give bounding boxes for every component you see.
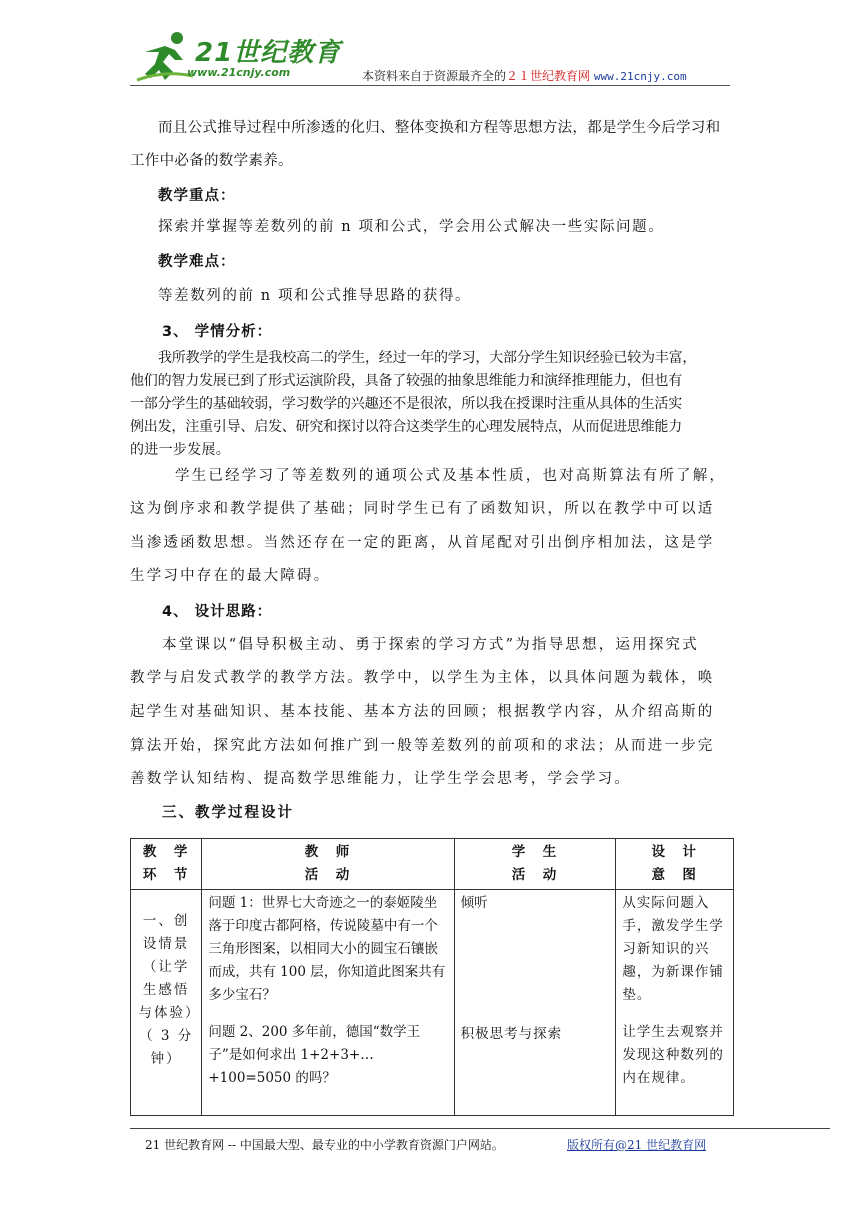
paragraph-line: 这为倒序求和教学提供了基础；同时学生已有了函数知识，所以在教学中可以适 xyxy=(130,501,715,517)
header-note xyxy=(362,67,687,84)
site-logo[interactable] xyxy=(135,30,345,85)
teacher-cell xyxy=(202,890,454,1116)
student-cell xyxy=(454,890,616,1116)
header-stage-l1: 教 学 xyxy=(142,844,190,860)
header-brand-link[interactable]: ２１世纪教育网 xyxy=(506,69,591,83)
paragraph-line: 本堂课以“倡导积极主动、勇于探索的学习方式”为指导思想，运用探究式 xyxy=(162,637,699,653)
intent-1: 从实际问题入手，激发学生学习新知识的兴趣，为新课作铺垫。 xyxy=(622,895,724,1003)
header-student-l2: 活 动 xyxy=(511,867,559,883)
running-figure-logo-icon xyxy=(135,30,195,85)
stage-cell: 一、创设情景（让学生感悟与体验）（ 3 分钟） xyxy=(131,890,202,1116)
header-stage xyxy=(131,839,202,890)
design-heading: 4、 设计思路： xyxy=(162,604,273,620)
focus-text: 探索并掌握等差数列的前 n 项和公式，学会用公式解决一些实际问题。 xyxy=(158,219,665,235)
paragraph-line: 而且公式推导过程中所渗透的化归、整体变换和方程等思想方法，都是学生今后学习和 xyxy=(158,120,721,136)
paragraph-line: 善数学认知结构、提高数学思维能力，让学生学会思考，学会学习。 xyxy=(130,771,631,787)
table-header-row xyxy=(131,839,734,890)
header-teacher-l2: 活 动 xyxy=(304,867,352,883)
paragraph-line: 他们的智力发展已到了形式运演阶段，具备了较强的抽象思维能力和演绎推理能力，但也有 xyxy=(130,373,682,389)
header-intent-l1: 设 计 xyxy=(651,844,698,860)
header-student xyxy=(454,839,616,890)
footer-text: 21 世纪教育网 -- 中国最大型、最专业的中小学教育资源门户网站。 xyxy=(145,1138,504,1152)
paragraph-line: 起学生对基础知识、基本技能、基本方法的回顾；根据教学内容，从介绍高斯的 xyxy=(130,704,715,720)
student-activity-1: 倾听 xyxy=(460,895,488,911)
header-teacher xyxy=(202,839,454,890)
intent-cell xyxy=(616,890,734,1116)
paragraph-line: 我所教学的学生是我校高二的学生，经过一年的学习，大部分学生知识经验已较为丰富， xyxy=(158,350,697,366)
paragraph-line: 的进一步发展。 xyxy=(130,442,231,458)
paragraph-line: 一部分学生的基础较弱，学习数学的兴趣还不是很浓，所以我在授课时注重从具体的生活实 xyxy=(130,396,682,412)
header-stage-l2: 环 节 xyxy=(142,867,190,883)
paragraph-line: 例出发，注重引导、启发、研究和探讨以符合这类学生的心理发展特点，从而促进思维能力 xyxy=(130,419,682,435)
difficulty-text: 等差数列的前 n 项和公式推导思路的获得。 xyxy=(158,288,472,304)
logo-url: www.21cnjy.com xyxy=(187,66,291,79)
student-activity-2: 积极思考与探索 xyxy=(460,1026,563,1042)
header-divider xyxy=(130,85,730,86)
question-1: 问题 1：世界七大奇迹之一的泰姬陵坐落于印度古都阿格，传说陵墓中有一个三角形图案，以相同大小的圆宝石镶嵌而成，共有 100 层，你知道此图案共有多少宝石？ xyxy=(208,895,446,1003)
process-heading: 三、教学过程设计 xyxy=(162,805,294,821)
paragraph-line: 学生已经学习了等差数列的通项公式及基本性质，也对高斯算法有所了解， xyxy=(175,468,727,484)
paragraph-line: 生学习中存在的最大障碍。 xyxy=(130,568,331,584)
header-url-link[interactable]: www.21cnjy.com xyxy=(593,70,687,83)
intent-2: 让学生去观察并发现这种数列的内在规律。 xyxy=(622,1024,724,1086)
paragraph-line: 教学与启发式教学的教学方法。教学中，以学生为主体，以具体问题为载体，唤 xyxy=(130,670,715,686)
paragraph-line: 算法开始，探究此方法如何推广到一般等差数列的前项和的求法；从而进一步完 xyxy=(130,738,715,754)
header-note-prefix: 本资料来自于资源最齐全的 xyxy=(362,69,507,83)
focus-heading: 教学重点： xyxy=(158,188,236,204)
question-2: 问题 2、200 多年前，德国“数学王子”是如何求出 1+2+3+…+100=5050 的吗？ xyxy=(208,1024,421,1086)
logo-title: 21世纪教育 xyxy=(195,38,342,68)
difficulty-heading: 教学难点： xyxy=(158,254,236,270)
lesson-process-table xyxy=(130,838,734,1116)
paragraph-line: 当渗透函数思想。当然还存在一定的距离，从首尾配对引出倒序相加法，这是学 xyxy=(130,535,715,551)
header-intent xyxy=(616,839,734,890)
paragraph-line: 工作中必备的数学素养。 xyxy=(130,153,293,169)
page-header xyxy=(0,0,860,90)
header-teacher-l1: 教 师 xyxy=(304,844,352,860)
footer-copyright-link[interactable]: 版权所有@21 世纪教育网 xyxy=(567,1138,707,1152)
table-row xyxy=(131,890,734,1116)
header-intent-l2: 意 图 xyxy=(651,867,698,883)
footer-divider xyxy=(130,1128,830,1129)
analysis-heading: 3、 学情分析： xyxy=(162,324,273,340)
header-student-l1: 学 生 xyxy=(511,844,559,860)
